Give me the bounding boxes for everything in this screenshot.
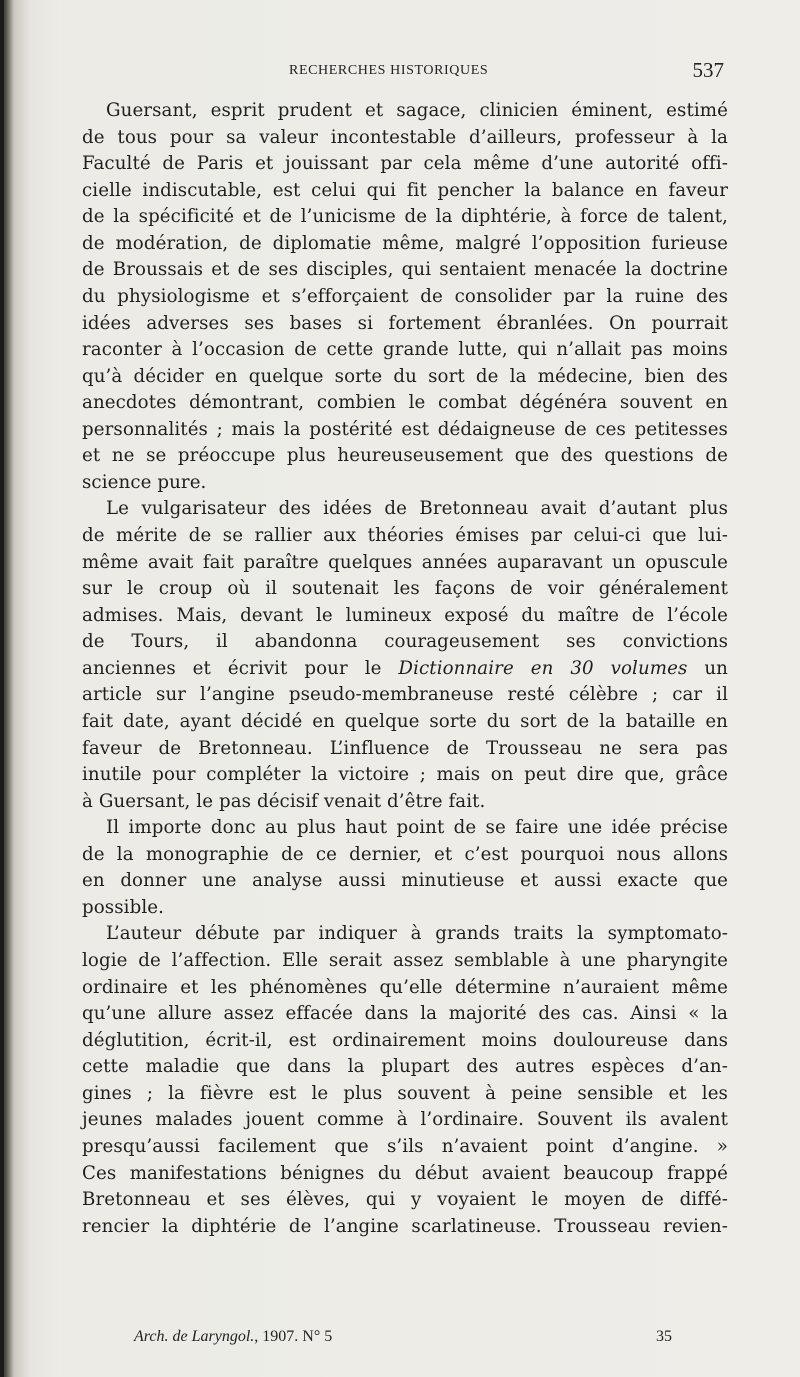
text-line: et ne se préoccupe plus heureuseusement que des questions de	[82, 445, 728, 467]
text-line: inutile pour compléter la victoire ; mais on peut dire que, grâce	[82, 764, 728, 786]
text-line: de modération, de diplomatie même, malgré l’opposition furieuse	[82, 232, 728, 254]
text-line: à Guersant, le pas décisif venait d’être fait.	[82, 790, 486, 812]
text-line: logie de l’affection. Elle serait assez semblable à une pharyngite	[82, 950, 728, 971]
book-title: Dictionnaire en 30 volumes	[398, 657, 688, 679]
text-line: de la spécificité et de l’unicisme de la diphtérie, à force de talent,	[82, 206, 728, 228]
text-line: personnalités ; mais la postérité est dédaigneuse de ces petitesses	[82, 418, 728, 440]
journal-issue: , 1907. N° 5	[254, 1328, 333, 1345]
text-line: jeunes malades jouent comme à l’ordinaire. Souvent ils avalent	[82, 1109, 728, 1131]
book-gutter	[0, 0, 4, 1377]
text-line: de Tours, il abandonna courageusement ses convictions	[82, 631, 728, 653]
text-line: du physiologisme et s’efforçaient de consolider par la ruine des	[82, 285, 728, 307]
text-line: gines ; la fièvre est le plus souvent à peine sensible et les	[82, 1082, 728, 1104]
text-line: sur le croup où il soutenait les façons de voir généralement	[82, 578, 728, 600]
page-footer	[82, 1328, 728, 1354]
text-line: Ces manifestations bénignes du début avaient beaucoup frappé	[82, 1162, 728, 1184]
text-line: Le vulgarisateur des idées de Bretonneau avait d’autant plus	[106, 498, 728, 520]
text-line: de la monographie de ce dernier, et c’est pourquoi nous allons	[82, 843, 728, 865]
text-line: Bretonneau et ses élèves, qui y voyaient le moyen de diffé-	[82, 1189, 728, 1211]
page-header	[82, 58, 728, 88]
text-line: raconter à l’occasion de cette grande lutte, qui n’allait pas moins	[82, 339, 728, 361]
text-line: de Broussais et de ses disciples, qui sentaient menacée la doctrine	[82, 259, 728, 281]
text-line: de tous pour sa valeur incontestable d’ailleurs, professeur à la	[82, 126, 728, 148]
text-line: admises. Mais, devant le lumineux exposé du maître de l’école	[82, 604, 728, 626]
text-line: Il importe donc au plus haut point de se faire une idée précise	[106, 817, 728, 839]
text-line: anecdotes démontrant, combien le combat dégénéra souvent en	[82, 392, 728, 414]
printer-signature: 35	[656, 1328, 672, 1345]
text-line: qu’à décider en quelque sorte du sort de la médecine, bien des	[82, 365, 728, 387]
text-line: Faculté de Paris et jouissant par cela même d’une autorité offi-	[82, 153, 728, 175]
text-line: possible.	[82, 896, 164, 918]
text-line: Guersant, esprit prudent et sagace, clinicien éminent, estimé	[106, 100, 728, 121]
text-line: déglutition, écrit-il, est ordinairement moins douloureuse dans	[82, 1029, 728, 1051]
text-line: rencier la diphtérie de l’angine scarlatineuse. Trousseau revien-	[82, 1215, 728, 1237]
text-line: cielle indiscutable, est celui qui fit pencher la balance en faveur	[82, 179, 728, 201]
running-head: RECHERCHES HISTORIQUES	[289, 63, 489, 78]
text-line: anciennes et écrivit pour le Dictionnaire en 30 volumes un	[82, 657, 728, 679]
journal-title: Arch. de Laryngol.	[134, 1328, 255, 1345]
text-line: science pure.	[82, 471, 207, 493]
text-line: idées adverses ses bases si fortement ébranlées. On pourrait	[82, 312, 728, 334]
text-line: L’auteur débute par indiquer à grands traits la symptomato-	[106, 923, 728, 945]
text-line: fait date, ayant décidé en quelque sorte du sort de la bataille en	[82, 710, 728, 732]
text-line: presqu’aussi facilement que s’ils n’avaient point d’angine. »	[82, 1135, 728, 1157]
text-line: faveur de Bretonneau. L’influence de Trousseau ne sera pas	[82, 737, 728, 759]
journal-reference	[134, 1328, 332, 1346]
page-number: 537	[692, 58, 724, 82]
text-line: qu’une allure assez effacée dans la majorité des cas. Ainsi « la	[82, 1003, 728, 1025]
text-line: cette maladie que dans la plupart des autres espèces d’an-	[82, 1056, 728, 1078]
body-text	[82, 98, 728, 1240]
text-line: en donner une analyse aussi minutieuse et aussi exacte que	[82, 870, 728, 892]
text-line: ordinaire et les phénomènes qu’elle détermine n’auraient même	[82, 976, 728, 998]
text-line: de mérite de se rallier aux théories émises par celui-ci que lui-	[82, 525, 728, 546]
text-line: même avait fait paraître quelques années auparavant un opuscule	[82, 551, 728, 573]
text-line: article sur l’angine pseudo-membraneuse resté célèbre ; car il	[82, 684, 728, 706]
